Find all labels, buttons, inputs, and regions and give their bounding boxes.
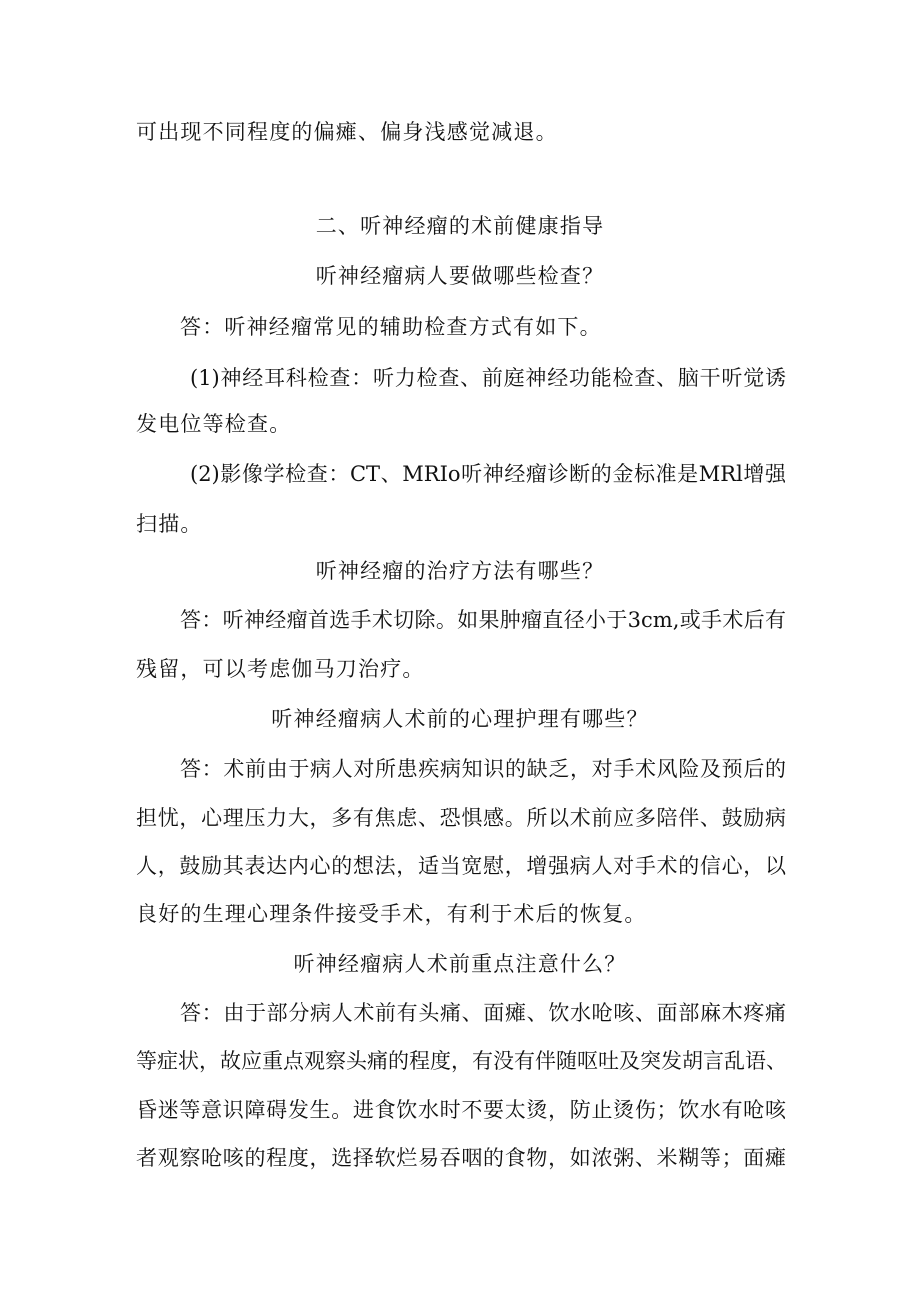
list-item-line: 扫描。 bbox=[136, 512, 203, 536]
list-item-line: (2)影像学检查：CT、MRIo听神经瘤诊断的金标准是MRl增强 bbox=[190, 462, 786, 486]
answer-line: 答：听神经瘤常见的辅助检查方式有如下。 bbox=[180, 315, 602, 339]
answer-line: 答：术前由于病人对所患疾病知识的缺乏，对手术风险及预后的 bbox=[180, 757, 786, 781]
answer-line: 答：听神经瘤首选手术切除。如果肿瘤直径小于3cm,或手术后有 bbox=[180, 608, 786, 632]
answer-line: 残留，可以考虑伽马刀治疗。 bbox=[136, 657, 425, 681]
answer-line: 良好的生理心理条件接受手术，有利于术后的恢复。 bbox=[136, 902, 647, 926]
answer-line: 担忧，心理压力大，多有焦虑、恐惧感。所以术前应多陪伴、鼓励病 bbox=[136, 806, 786, 830]
paragraph-line: 可出现不同程度的偏瘫、偏身浅感觉减退。 bbox=[136, 120, 558, 144]
question-heading: 听神经瘤病人术前重点注意什么？ bbox=[293, 952, 627, 976]
answer-line: 人，鼓励其表达内心的想法，适当宽慰，增强病人对手术的信心，以 bbox=[136, 854, 786, 878]
question-heading: 听神经瘤病人要做哪些检查？ bbox=[315, 264, 605, 288]
list-item-line: (1)神经耳科检查：听力检查、前庭神经功能检查、脑干听觉诱 bbox=[190, 366, 786, 390]
answer-line: 昏迷等意识障碍发生。进食饮水时不要太烫，防止烫伤；饮水有呛咳 bbox=[136, 1098, 786, 1122]
question-heading: 听神经瘤的治疗方法有哪些？ bbox=[315, 559, 605, 583]
answer-line: 等症状，故应重点观察头痛的程度，有没有伴随呕吐及突发胡言乱语、 bbox=[136, 1049, 787, 1073]
answer-line: 者观察呛咳的程度，选择软烂易吞咽的食物，如浓粥、米糊等；面瘫 bbox=[136, 1146, 786, 1170]
question-heading: 听神经瘤病人术前的心理护理有哪些？ bbox=[271, 707, 649, 731]
answer-line: 答：由于部分病人术前有头痛、面瘫、饮水呛咳、面部麻木疼痛 bbox=[180, 1001, 786, 1025]
section-heading: 二、听神经瘤的术前健康指导 bbox=[315, 214, 605, 238]
list-item-line: 发电位等检查。 bbox=[136, 412, 292, 436]
